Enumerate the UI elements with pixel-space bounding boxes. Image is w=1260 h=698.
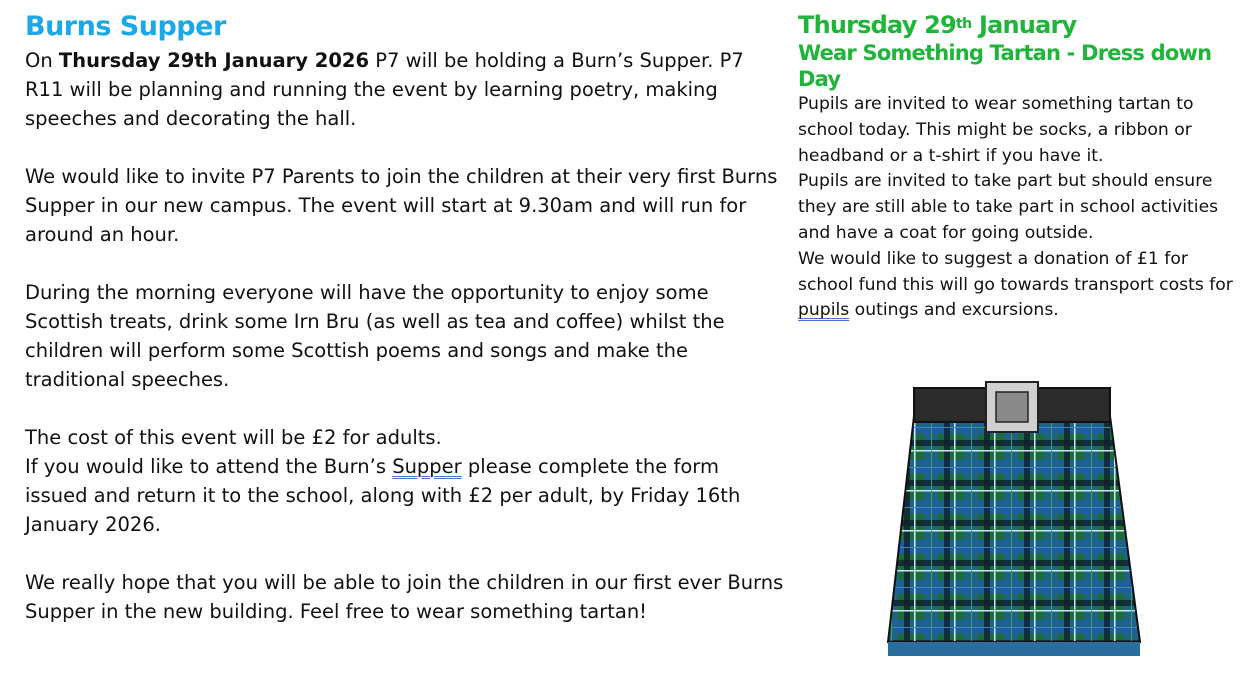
intro-paragraph bbox=[25, 46, 785, 133]
event-date: Thursday 29th January 2026 bbox=[58, 49, 370, 72]
attend-pre: If you would like to attend the Burn’s bbox=[25, 455, 393, 478]
tartan-day-section bbox=[798, 10, 1238, 324]
tartan-invite-paragraph: Pupils are invited to wear something tartan to school today. This might be socks, a ribbon or headband or a t-shirt if you have it. bbox=[798, 94, 1194, 166]
attend-post: please complete the form issued and return it to the school, along with £2 per adult, by Friday 16th January 2026. bbox=[25, 455, 741, 536]
morning-paragraph: During the morning everyone will have the opportunity to enjoy some Scottish treats, drink some Irn Bru (as well as tea and coffee) whilst the children will perform some Scottish poems and songs and make the traditional speeches. bbox=[25, 281, 725, 391]
tartan-donation-paragraph bbox=[798, 247, 1238, 324]
donation-post: outings and excursions. bbox=[849, 300, 1059, 321]
intro-post: P7 will be holding a Burn’s Supper. P7 R11 will be planning and running the event by learning poetry, making speeches and decorating the hall. bbox=[25, 49, 744, 130]
burns-supper-heading: Burns Supper bbox=[25, 11, 226, 42]
tartan-day-subheading: Wear Something Tartan - Dress down Day bbox=[798, 41, 1212, 91]
heading-pre: Thursday 29 bbox=[798, 11, 956, 39]
donation-pre: We would like to suggest a donation of £1 for school fund this will go towards transport costs for bbox=[798, 248, 1233, 295]
attend-paragraph bbox=[25, 452, 785, 539]
spellcheck-word-supper: Supper bbox=[392, 455, 462, 478]
heading-sup: th bbox=[955, 16, 972, 32]
closing-paragraph: We really hope that you will be able to join the children in our first ever Burns Supper in the new building. Feel free to wear something tartan! bbox=[25, 571, 784, 623]
spellcheck-word-pupils: pupils bbox=[798, 300, 850, 321]
tartan-kilt-icon bbox=[884, 380, 1142, 658]
cost-line: The cost of this event will be £2 for adults. bbox=[25, 426, 442, 449]
invitation-paragraph: We would like to invite P7 Parents to join the children at their very first Burns Supper in our new campus. The event will start at 9.30am and will run for around an hour. bbox=[25, 165, 778, 246]
burns-supper-section bbox=[25, 10, 785, 626]
intro-pre: On bbox=[25, 49, 59, 72]
tartan-participation-paragraph: Pupils are invited to take part but should ensure they are still able to take part in school activities and have a coat for going outside. bbox=[798, 171, 1219, 243]
tartan-day-date-heading bbox=[798, 10, 1238, 40]
heading-post: January bbox=[971, 11, 1077, 39]
